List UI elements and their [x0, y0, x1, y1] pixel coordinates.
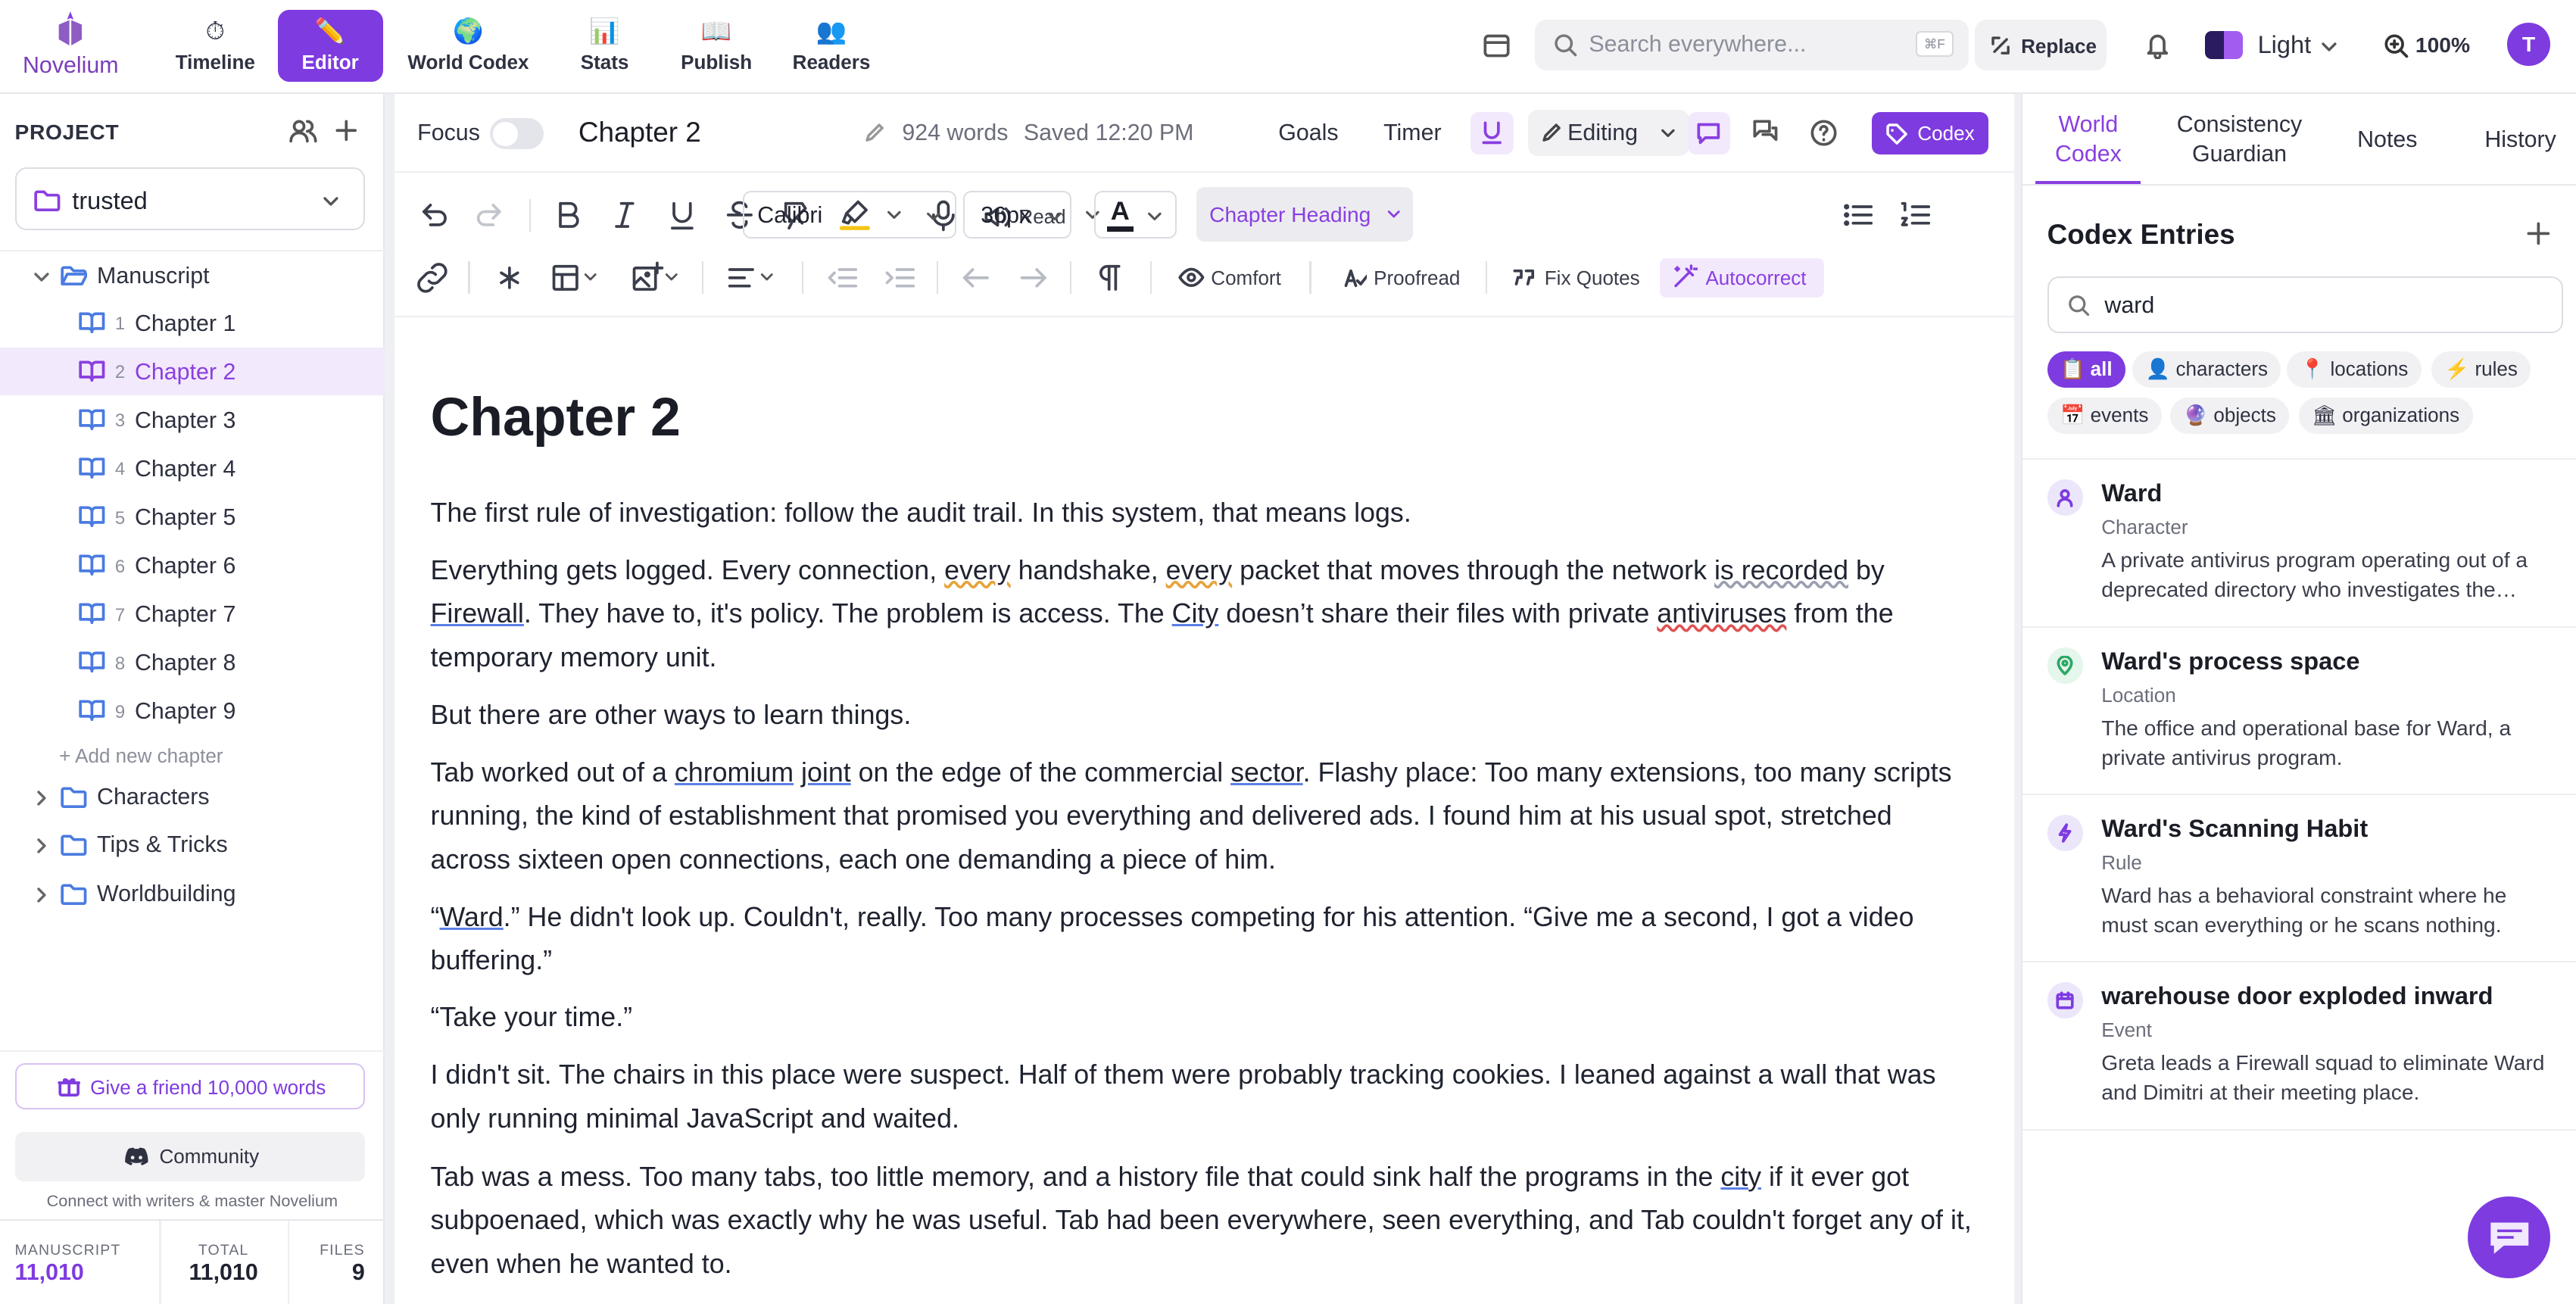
tab-history[interactable]: History	[2484, 126, 2556, 153]
zoom-icon	[2383, 33, 2409, 59]
folder-icon	[61, 833, 87, 856]
community-button[interactable]: Community	[15, 1132, 365, 1181]
chapter-number: 2	[114, 362, 126, 383]
divider	[937, 261, 938, 294]
panel-layout-icon[interactable]	[1482, 31, 1511, 61]
codex-entry[interactable]: Ward Character A private antivirus program operating out of a deprecated directory who investigates the…	[2022, 458, 2576, 625]
book-icon	[79, 310, 105, 335]
project-select[interactable]	[15, 167, 365, 229]
sidebar-item-chapter-5[interactable]	[0, 493, 385, 541]
fix-quotes-button[interactable]: Fix Quotes	[1511, 260, 1646, 296]
filter-rules[interactable]: ⚡ rules	[2431, 351, 2531, 388]
project-label: PROJECT	[14, 120, 120, 145]
chevron-down-icon[interactable]	[759, 270, 775, 285]
undo-icon[interactable]	[416, 197, 452, 233]
magic-wand-icon	[1673, 264, 1698, 289]
clipboard-icon: 📋	[2060, 357, 2085, 381]
filter-locations[interactable]: 📍 locations	[2287, 351, 2421, 388]
divider	[1070, 261, 1071, 294]
chapter-number: 7	[114, 604, 126, 625]
comfort-button[interactable]: Comfort	[1178, 260, 1302, 296]
chevron-right-icon	[33, 886, 51, 904]
person-icon: 👤	[2145, 357, 2171, 381]
bullet-list-icon[interactable]	[1840, 197, 1876, 233]
book-icon	[79, 359, 105, 384]
chat-button[interactable]	[2468, 1196, 2550, 1279]
chevron-down-icon	[1146, 208, 1163, 225]
focus-toggle[interactable]	[490, 118, 544, 149]
chapter-label: Chapter 8	[134, 650, 236, 676]
filter-objects[interactable]: 🔮 objects	[2170, 398, 2289, 434]
chapter-label: Chapter 9	[134, 698, 236, 725]
gift-icon	[58, 1075, 80, 1097]
users-icon[interactable]	[289, 118, 317, 145]
panel-resize-handle[interactable]	[2014, 94, 2021, 1304]
tab-publish[interactable]: 📖 Publish	[664, 10, 769, 82]
zoom-control[interactable]: 100%	[2383, 30, 2481, 62]
project-sidebar	[0, 94, 385, 1304]
chevron-down-icon	[33, 268, 51, 286]
stat-total: TOTAL 11,010	[189, 1242, 258, 1286]
comments-button[interactable]	[1688, 112, 1730, 154]
folder-icon	[61, 882, 87, 905]
goals-button[interactable]: Goals	[1278, 120, 1339, 146]
paragraph[interactable]: Everything gets logged. Every connection, every handshake, every packet that moves through the network is recorded by Firewall. They have to, it's policy. The problem is access. The City doesn’t share their files with private antiviruses from the temporary memory unit.	[430, 554, 1894, 673]
document-title[interactable]: Chapter 2	[430, 386, 681, 448]
chevron-down-icon	[925, 208, 942, 225]
bar-chart-icon: 📊	[589, 17, 620, 45]
pencil-icon	[864, 122, 885, 143]
calendar-icon: 📅	[2060, 404, 2085, 427]
plus-icon[interactable]	[2525, 220, 2552, 247]
chapter-number: 5	[114, 507, 126, 529]
divider	[802, 261, 803, 294]
document-editor[interactable]	[395, 320, 2015, 1304]
folder-icon	[34, 189, 61, 211]
sidebar-item-chapter-6[interactable]	[0, 541, 385, 589]
divider	[529, 199, 531, 232]
folder-characters[interactable]: Characters	[0, 772, 385, 820]
tab-readers[interactable]: 👥 Readers	[779, 10, 884, 82]
chevron-right-icon	[33, 837, 51, 855]
chevron-down-icon	[322, 192, 340, 211]
paragraph[interactable]: Tab worked out of a chromium joint on the edge of the commercial sector. Flashy place: Too many extensions, too many scripts running, the kind of establishment that promised you everything and delivered ads. I found him at his usual spot, stretched across sixteen open connections, each one demanding a piece of him.	[430, 757, 1952, 875]
divider	[1486, 261, 1487, 294]
divider	[2022, 184, 2576, 186]
globe-icon: 🌍	[453, 17, 484, 45]
lightning-icon	[2047, 815, 2084, 851]
book-icon	[79, 698, 105, 723]
pilcrow-icon[interactable]	[1093, 260, 1129, 296]
chevron-down-icon	[2320, 38, 2338, 56]
link-icon[interactable]	[414, 260, 451, 296]
chat-icon	[2487, 1218, 2532, 1259]
book-icon	[79, 407, 105, 432]
text-color-swatch	[1107, 226, 1134, 232]
timer-button[interactable]: Timer	[1383, 120, 1442, 146]
text-color-icon: A	[1110, 197, 1130, 226]
search-icon	[2067, 294, 2090, 317]
divider	[468, 261, 469, 294]
stat-files: FILES 9	[320, 1242, 365, 1286]
community-subtitle: Connect with writers & master Novelium	[46, 1191, 338, 1211]
folder-open-icon	[61, 264, 87, 287]
tab-editor[interactable]: ✏️ Editor	[278, 10, 383, 82]
gift-words-button[interactable]: Give a friend 10,000 words	[15, 1063, 365, 1109]
divider	[0, 1050, 385, 1052]
underline-icon	[1480, 120, 1503, 146]
paragraph[interactable]: The first rule of investigation: follow the audit trail. In this system, that means logs.	[430, 497, 1411, 528]
book-icon	[79, 504, 105, 529]
book-icon	[79, 553, 105, 578]
eye-icon	[1178, 264, 1205, 291]
logo-icon	[52, 10, 89, 49]
book-icon: 📖	[700, 17, 732, 45]
tab-world-codex[interactable]: 🌍 World Codex	[401, 10, 535, 82]
pencil-icon: ✏️	[314, 17, 346, 45]
pin-icon: 📍	[2300, 357, 2325, 381]
chapter-number: 4	[114, 459, 126, 480]
indent-icon[interactable]	[882, 260, 918, 296]
image-add-icon[interactable]	[629, 260, 666, 296]
search-icon	[1553, 33, 1578, 58]
word-count: 924 words	[902, 120, 1009, 146]
paragraph[interactable]: Tab was a mess. Too many tabs, too little memory, and a history file that could sink half the programs in the city if it ever got subpoenaed, which was exactly why he was useful. Tab had been everywhere, seen everything, and Tab couldn't forget any of it, even when he wanted to.	[430, 1161, 1972, 1279]
tab-notes[interactable]: Notes	[2357, 126, 2418, 153]
divider	[395, 316, 2015, 317]
chevron-right-icon	[33, 789, 51, 807]
quotes-icon	[1511, 264, 1538, 291]
outdent-icon[interactable]	[825, 260, 861, 296]
sidebar-item-chapter-9[interactable]	[0, 687, 385, 735]
editor-header	[395, 94, 2015, 173]
chapter-label: Chapter 3	[134, 407, 236, 434]
chapter-label: Chapter 1	[134, 310, 236, 337]
save-status: Saved 12:20 PM	[1023, 120, 1194, 146]
autocorrect-button[interactable]: Autocorrect	[1660, 258, 1824, 298]
search-box[interactable]	[1535, 20, 1969, 70]
avatar[interactable]: T	[2507, 23, 2549, 65]
users-icon: 👥	[816, 17, 847, 45]
crystal-ball-icon: 🔮	[2183, 404, 2209, 427]
redo-icon[interactable]	[472, 197, 508, 233]
location-pin-icon	[2047, 647, 2084, 684]
codex-entry[interactable]: Ward's Scanning Habit Rule Ward has a behavioral constraint where he must scan everything or he scans nothing.	[2022, 794, 2576, 961]
calendar-icon	[2047, 982, 2084, 1019]
sidebar-item-chapter-4[interactable]	[0, 445, 385, 492]
arrow-right-icon[interactable]	[1015, 260, 1052, 296]
folder-manuscript[interactable]: Manuscript	[0, 251, 385, 299]
codex-title: Codex Entries	[2047, 218, 2235, 250]
sidebar-item-chapter-1[interactable]	[0, 299, 385, 347]
chat-bubbles-icon[interactable]	[1751, 118, 1781, 148]
tab-timeline[interactable]: ⏱ Timeline	[163, 10, 268, 82]
building-icon: 🏛	[2312, 404, 2337, 427]
bold-icon[interactable]	[550, 197, 587, 233]
chapter-number: 1	[114, 314, 126, 335]
app-name: Novelium	[23, 52, 119, 79]
arrow-left-icon[interactable]	[958, 260, 994, 296]
sidebar-resize-handle[interactable]	[385, 94, 395, 1304]
theme-swatch-icon	[2205, 31, 2243, 59]
folder-worldbuilding[interactable]: Worldbuilding	[0, 869, 385, 917]
proofread-button[interactable]: Proofread	[1341, 260, 1473, 296]
underline-mode-button[interactable]	[1470, 112, 1513, 154]
project-name: trusted	[72, 187, 148, 215]
chapter-label: Chapter 2	[134, 359, 236, 385]
bell-icon[interactable]	[2144, 31, 2171, 59]
chapter-label: Chapter 4	[134, 456, 236, 482]
tab-consistency-guardian[interactable]: Consistency Guardian	[2176, 111, 2303, 167]
add-chapter-link[interactable]: + Add new chapter	[59, 744, 223, 767]
plus-icon[interactable]	[334, 118, 359, 143]
sidebar-item-chapter-7[interactable]	[0, 590, 385, 638]
align-left-icon[interactable]	[723, 260, 759, 296]
filter-organizations[interactable]: 🏛 organizations	[2299, 398, 2473, 434]
top-bar	[0, 0, 2576, 94]
search-shortcut: ⌘F	[1916, 31, 1953, 57]
editing-mode-select[interactable]: Editing	[1528, 110, 1689, 156]
paragraph[interactable]: “Ward.” He didn't look up. Couldn't, really. Too many processes competing for his attention. “Give me a second, I got a video buffering.”	[430, 901, 1914, 976]
paragraph-style-select[interactable]: Chapter Heading	[1196, 187, 1413, 242]
codex-entry[interactable]: warehouse door exploded inward Event Greta leads a Firewall squad to eliminate Ward and Dimitri at their meeting place.	[2022, 961, 2576, 1128]
filter-all[interactable]: 📋 all	[2047, 351, 2125, 388]
stat-manuscript: MANUSCRIPT 11,010	[14, 1242, 121, 1286]
book-icon	[79, 650, 105, 675]
sidebar-item-chapter-8[interactable]	[0, 638, 385, 686]
replace-icon	[1990, 35, 2011, 56]
italic-icon[interactable]	[607, 197, 643, 233]
chapter-label: Chapter 7	[134, 601, 236, 628]
discord-icon	[123, 1147, 150, 1167]
tab-stats[interactable]: 📊 Stats	[552, 10, 657, 82]
sidebar-item-chapter-3[interactable]	[0, 396, 385, 444]
theme-selector[interactable]: Light	[2205, 28, 2343, 64]
folder-icon	[61, 785, 87, 808]
filter-events[interactable]: 📅 events	[2047, 398, 2162, 434]
sidebar-item-chapter-2[interactable]	[0, 348, 385, 395]
chapter-number: 8	[114, 653, 126, 674]
chapter-number: 6	[114, 556, 126, 577]
replace-button[interactable]: Replace	[1975, 20, 2107, 70]
help-icon[interactable]	[1809, 118, 1838, 148]
proofread-icon	[1341, 264, 1368, 291]
paragraph[interactable]: I didn't sit. The chairs in this place were suspect. Half of them were probably tracking cookies. I leaned against a wall that was only running minimal JavaScript and waited.	[430, 1059, 1936, 1134]
book-icon	[79, 601, 105, 626]
font-family-select[interactable]: Calibri	[743, 191, 956, 239]
tag-icon	[1886, 123, 1907, 145]
chevron-down-icon	[1386, 207, 1402, 222]
chevron-down-icon	[1046, 208, 1063, 225]
person-icon	[2047, 479, 2084, 516]
focus-label: Focus	[417, 120, 480, 146]
chevron-down-icon[interactable]	[664, 270, 679, 285]
chapter-label: Chapter 6	[134, 553, 236, 579]
text-color-select[interactable]	[1094, 191, 1177, 239]
book-icon	[79, 456, 105, 481]
font-size-select[interactable]: 36px	[963, 191, 1071, 239]
chapter-number: 3	[114, 410, 126, 432]
divider	[1309, 261, 1311, 294]
tab-world-codex[interactable]: World Codex	[2035, 94, 2141, 184]
app-logo[interactable]	[13, 10, 128, 86]
table-icon[interactable]	[549, 260, 585, 296]
asterisk-icon[interactable]	[491, 260, 528, 296]
paragraph[interactable]: But there are other ways to learn things.	[430, 699, 912, 730]
divider	[1150, 261, 1152, 294]
chapter-number: 9	[114, 701, 126, 722]
comment-icon	[1695, 120, 1722, 146]
underline-icon[interactable]	[664, 197, 700, 233]
lightning-icon: ⚡	[2444, 357, 2470, 381]
codex-search-input[interactable]: ward	[2047, 276, 2563, 334]
codex-entry[interactable]: Ward's process space Location The office and operational base for Ward, a private antivirus program.	[2022, 626, 2576, 794]
folder-tips-tricks[interactable]: Tips & Tricks	[0, 820, 385, 868]
read-aloud-button[interactable]: Read	[983, 199, 1081, 236]
paragraph[interactable]: “Take your time.”	[430, 1002, 633, 1032]
codex-button[interactable]: Codex	[1872, 112, 1988, 154]
pencil-icon	[1541, 122, 1562, 143]
chapter-title-field[interactable]: Chapter 2	[578, 117, 701, 148]
chevron-down-icon[interactable]	[583, 270, 598, 285]
divider	[702, 261, 703, 294]
chevron-down-icon	[1660, 125, 1676, 142]
timer-icon: ⏱	[205, 17, 225, 45]
stats-footer	[0, 1219, 385, 1304]
divider	[2022, 1129, 2576, 1131]
chapter-label: Chapter 5	[134, 504, 236, 531]
numbered-list-icon[interactable]	[1898, 197, 1934, 233]
filter-characters[interactable]: 👤 characters	[2132, 351, 2281, 388]
codex-panel	[2021, 94, 2576, 1304]
search-placeholder: Search everywhere...	[1589, 31, 1807, 58]
